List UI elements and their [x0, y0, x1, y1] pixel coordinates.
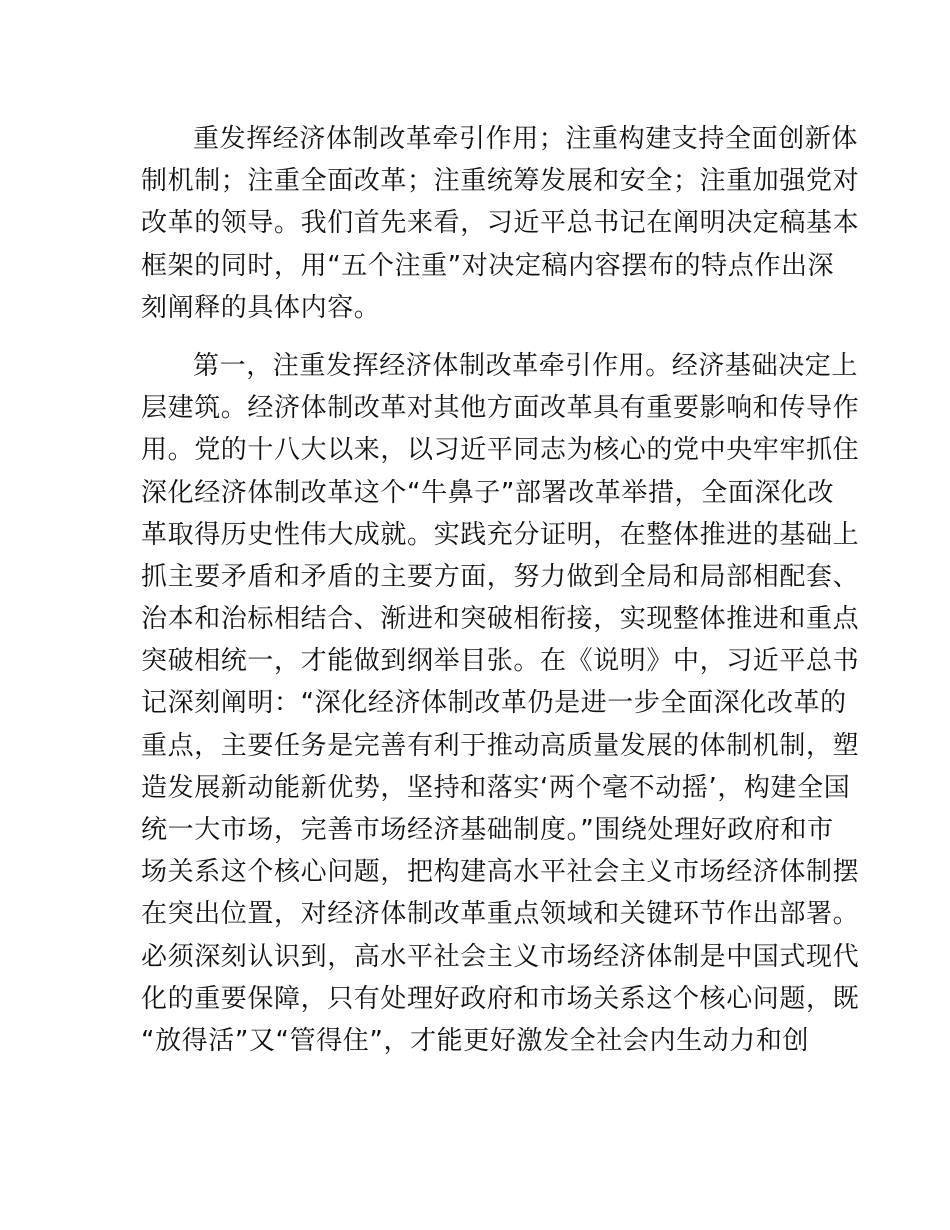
- text-line: 重点，主要任务是完善有利于推动高质量发展的体制机制，塑: [141, 730, 860, 761]
- text-line: 化的重要保障，只有处理好政府和市场关系这个核心问题，既: [141, 983, 860, 1014]
- text-line: 改革的领导。我们首先来看，习近平总书记在阐明决定稿基本: [141, 208, 860, 239]
- text-line: 重发挥经济体制改革牵引作用；注重构建支持全面创新体: [193, 124, 859, 154]
- text-line: 框架的同时，用“五个注重”对决定稿内容摆布的特点作出深: [141, 250, 835, 281]
- text-line: 记深刻阐明：“深化经济体制改革仍是进一步全面深化改革的: [141, 688, 847, 719]
- text-line: 用。党的十八大以来，以习近平同志为核心的党中央牢牢抓住: [141, 435, 860, 466]
- text-line: 第一，注重发挥经济体制改革牵引作用。经济基础决定上: [193, 350, 859, 381]
- text-line: 抓主要矛盾和矛盾的主要方面，努力做到全局和局部相配套、: [141, 561, 860, 592]
- text-line: 深化经济体制改革这个“牛鼻子”部署改革举措，全面深化改: [141, 477, 835, 508]
- paragraph-intro: [141, 118, 860, 329]
- text-line: “放得活”又“管得住”，才能更好激发全社会内生动力和创: [141, 1025, 810, 1056]
- text-line: 制机制；注重全面改革；注重统筹发展和安全；注重加强党对: [141, 166, 860, 197]
- text-line: 统一大市场，完善市场经济基础制度。”围绕处理好政府和市: [141, 815, 834, 845]
- text-line: 在突出位置，对经济体制改革重点领域和关键环节作出部署。: [141, 899, 860, 930]
- text-line: 革取得历史性伟大成就。实践充分证明，在整体推进的基础上: [141, 519, 860, 550]
- text-line: 场关系这个核心问题，把构建高水平社会主义市场经济体制摆: [141, 857, 860, 888]
- text-line: 造发展新动能新优势，坚持和落实‘两个毫不动摇’，构建全国: [141, 772, 851, 803]
- text-line: 必须深刻认识到，高水平社会主义市场经济体制是中国式现代: [141, 941, 860, 972]
- text-line: 突破相统一，才能做到纲举目张。在《说明》中，习近平总书: [141, 646, 860, 677]
- text-line: 治本和治标相结合、渐进和突破相衔接，实现整体推进和重点: [141, 604, 860, 635]
- text-line: 刻阐释的具体内容。: [141, 292, 381, 323]
- document-body: [141, 118, 860, 1062]
- paragraph-first-point: [141, 345, 860, 1062]
- text-line: 层建筑。经济体制改革对其他方面改革具有重要影响和传导作: [141, 393, 860, 424]
